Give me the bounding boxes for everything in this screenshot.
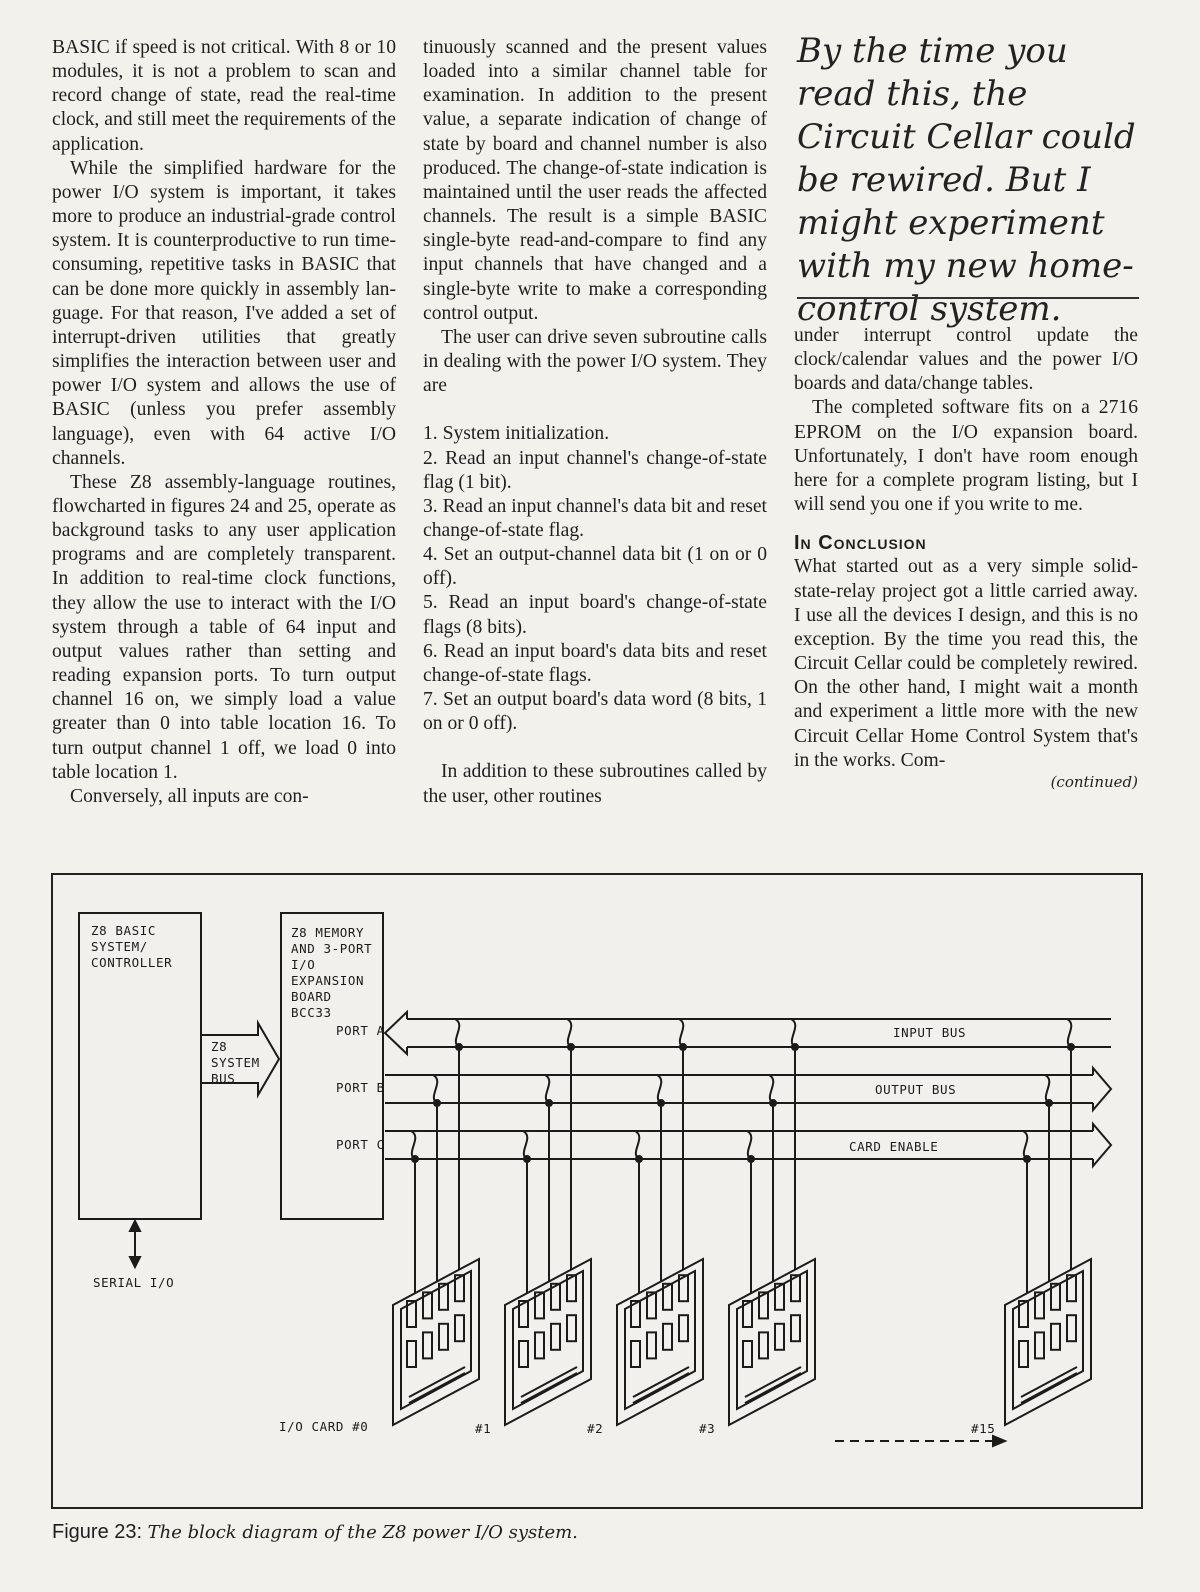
card-label-0: I/O CARD #0 (279, 1419, 369, 1434)
card-label-1: #1 (475, 1421, 492, 1436)
list-item: 1. System initialization. (423, 423, 610, 445)
figure-caption (52, 1519, 1052, 1546)
box1-line: SYSTEM/ (91, 939, 148, 954)
port-c-label: PORT C (336, 1137, 385, 1152)
io-card-0 (393, 1259, 479, 1425)
continued-note: (continued) (1050, 772, 1138, 791)
io-card-15 (1005, 1259, 1091, 1425)
output-bus-label: OUTPUT BUS (875, 1082, 957, 1097)
paragraph: These Z8 assembly-language routines, flowcharted in figures 24 and 25, operate as background tasks to any user application programs and are completely transparent. In addition to real-time clock functions, they allow the use to interact with the I/O system through a table of 64 input and output values rather than setting and reading expansion ports. To turn output channel 16 on, we simply load a value greater than 0 into table location 16. To turn output channel 1 off, we load 0 into table location 1. (52, 471, 396, 783)
list-item: 3. Read an input channel's data bit and reset change-of-state flag. (423, 495, 767, 541)
caption-text: The block diagram of the Z8 power I/O system. (147, 1522, 578, 1543)
paragraph: The completed software fits on a 2716 EPROM on the I/O expansion board. Unfortunately, I don't have room enough here for a complete program listing, but I will send you one if you write to me. (794, 397, 1138, 516)
list-item: 5. Read an input board's change-of-state flags (8 bits). (423, 592, 767, 638)
paragraph: While the simplified hardware for the power I/O system is important, it takes more to produce an industrial-grade control system. It is counterproductive to run time-consuming, repetitive tasks in BASIC that can be done more quickly in assembly language. For that reason, I've added a set of interrupt-driven utilities that greatly simplifies the interaction between user and power I/O system and allows the use of BASIC (unless you prefer assembly language), even with 64 active I/O channels. (52, 157, 396, 469)
pull-quote: By the time you read this, the Circuit Cellar could be rewired. But I might experiment with my new home-control system. (797, 31, 1136, 329)
paragraph: tinuously scanned and the present values loaded into a similar channel table for examination. In addition to the present value, a separate indication of change of state by board and channel number is also produced. The change-of-state indication is maintained until the user reads the affected channels. The result is a simple BASIC single-byte read-and-compare to find any input channels that have changed and a single-byte write to make a corresponding control output. (423, 37, 767, 324)
box2-line: Z8 MEMORY (291, 925, 365, 940)
caption-label: Figure 23: (52, 1521, 143, 1543)
list-item: 7. Set an output board's data word (8 bits, 1 on or 0 off). (423, 689, 767, 735)
port-a-label: PORT A (336, 1023, 385, 1038)
paragraph: What started out as a very simple solid-state-relay project got a little carried away. I use all the devices I design, and this is no exception. By the time you read this, the Circuit Cellar could be completely rewired. On the other hand, I might wait a month and experiment a little more with the new Circuit Cellar Home Control System that's in the works. Com- (794, 556, 1138, 771)
subroutine-list (423, 422, 767, 736)
box2-line: I/O (291, 957, 316, 972)
sysbus-line: SYSTEM (211, 1055, 260, 1070)
paragraph: Conversely, all inputs are con- (70, 785, 309, 807)
port-b-label: PORT B (336, 1080, 385, 1095)
block-diagram (53, 875, 1141, 1507)
list-item: 6. Read an input board's data bits and reset change-of-state flags. (423, 640, 767, 686)
paragraph: In addition to these subroutines called by the user, other routines (423, 761, 767, 807)
input-bus-label: INPUT BUS (893, 1025, 967, 1040)
card-label-2: #2 (587, 1421, 604, 1436)
card-label-15: #15 (971, 1421, 996, 1436)
box2-line: BCC33 (291, 1005, 332, 1020)
section-heading: In Conclusion (794, 532, 927, 555)
text-column-3 (794, 324, 1138, 791)
box1-line: CONTROLLER (91, 955, 173, 970)
box2-line: BOARD (291, 989, 332, 1004)
pull-quote-rule (797, 297, 1139, 299)
box1-line: Z8 BASIC (91, 923, 157, 938)
io-card-2 (617, 1259, 703, 1425)
list-item: 4. Set an output-channel data bit (1 on or 0 off). (423, 544, 767, 590)
text-column-2 (423, 36, 767, 809)
box2-line: EXPANSION (291, 973, 365, 988)
paragraph: under interrupt control update the clock/calendar values and the power I/O boards and data/change tables. (794, 325, 1138, 395)
card-label-3: #3 (699, 1421, 716, 1436)
sysbus-line: BUS (211, 1071, 236, 1086)
box2-line: AND 3-PORT (291, 941, 373, 956)
paragraph: BASIC if speed is not critical. With 8 or 10 modules, it is not a problem to scan and record change of state, read the real-time clock, and still meet the requirements of the application. (52, 37, 396, 155)
sysbus-line: Z8 (211, 1039, 228, 1054)
paragraph: The user can drive seven subroutine calls in dealing with the power I/O system. They are (423, 326, 767, 397)
list-item: 2. Read an input channel's change-of-state flag (1 bit). (423, 447, 767, 493)
text-column-1 (52, 36, 396, 809)
io-card-3 (729, 1259, 815, 1425)
card-enable-label: CARD ENABLE (849, 1139, 939, 1154)
io-card-1 (505, 1259, 591, 1425)
serial-io-label: SERIAL I/O (93, 1275, 175, 1290)
figure-23-diagram (51, 873, 1143, 1509)
